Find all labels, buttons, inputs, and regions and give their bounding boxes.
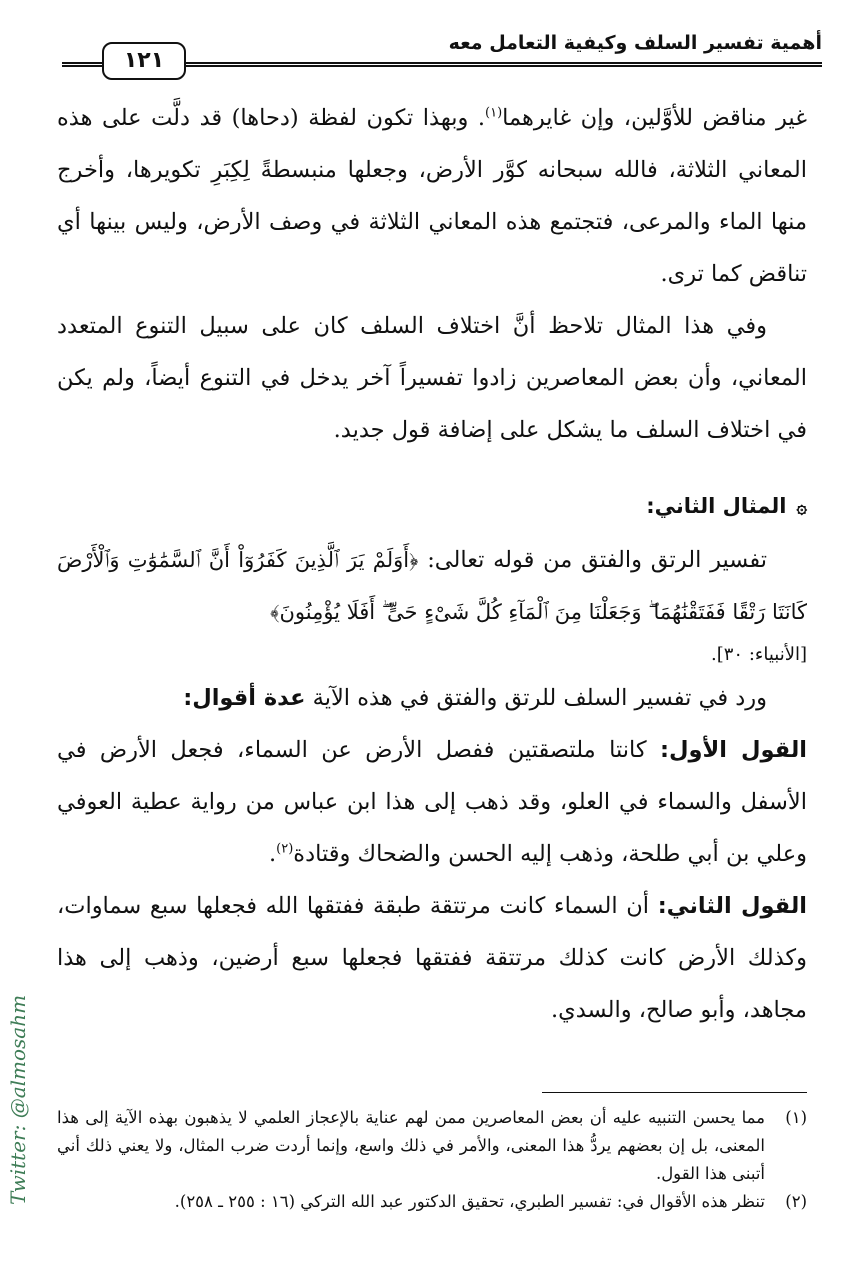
footnote-separator xyxy=(542,1092,807,1093)
quran-verse: ﴿أَوَلَمْ يَرَ ٱلَّذِينَ كَفَرُوٓاْ أَنَّ ٱلسَّمَٰوَٰتِ وَٱلْأَرْضَ كَانَتَا رَتْقًا فَفَتَقْنَٰهُمَا ۖ وَجَعَلْنَا مِنَ ٱلْمَآءِ كُلَّ شَىْءٍ حَىٍّ ۖ أَفَلَا يُؤْمِنُونَ﴾ xyxy=(57,548,807,624)
opinion-1 xyxy=(57,724,807,880)
paragraph-1 xyxy=(57,92,807,300)
p4-text: ورد في تفسير السلف للرتق والفتق في هذه الآية xyxy=(312,685,767,711)
footnote-2-text: تنظر هذه الأقوال في: تفسير الطبري، تحقيق الدكتور عبد الله التركي (١٦ : ٢٥٥ ـ ٢٥٨). xyxy=(174,1192,765,1211)
main-text xyxy=(57,92,807,1036)
running-title: أهمية تفسير السلف وكيفية التعامل معه xyxy=(448,32,822,54)
opinion-1-text: كانتا ملتصقتين ففصل الأرض عن السماء، فجعل الأرض في الأسفل والسماء في العلو، وقد ذهب إلى هذا ابن عباس من رواية عطية العوفي وعلي بن أبي طلحة، وذهب إليه الحسن والضحاك وقتادة xyxy=(57,737,807,867)
footnote-ref-2[interactable]: (٢) xyxy=(276,841,294,857)
p1b-text: . وبهذا تكون لفظة (دحاها) قد دلَّت على هذه المعاني الثلاثة، فالله سبحانه كوَّر الأرض، وجعلها منبسطةً لِكِبَرِ تكويرها، وأخرج منها الماء والمرعى، فتجتمع هذه المعاني الثلاثة في وصف الأرض، وليس بينها أي تناقض كما ترى. xyxy=(57,105,807,287)
heading-ornament-icon: ۞ xyxy=(796,497,807,518)
footnote-ref-1[interactable]: (١) xyxy=(485,105,503,121)
footnotes xyxy=(57,1104,807,1216)
page-number-text: ١٢١ xyxy=(123,48,165,73)
p3-text: تفسير الرتق والفتق من قوله تعالى: xyxy=(427,547,768,573)
page-header xyxy=(62,22,822,74)
footnote-1-number: (١) xyxy=(785,1108,807,1127)
footnote-2 xyxy=(57,1188,807,1216)
footnote-1 xyxy=(57,1104,807,1188)
opinion-2-text: أن السماء كانت مرتتقة طبقة ففتقها الله فجعلها سبع سماوات، وكذلك الأرض كانت كذلك مرتتقة ففتقها فجعلها سبع أرضين، وذهب إلى هذا مجاهد، وأبو صالح، والسدي. xyxy=(57,893,807,1023)
paragraph-2: وفي هذا المثال تلاحظ أنَّ اختلاف السلف كان على سبيل التنوع المتعدد المعاني، وأن بعض المعاصرين زادوا تفسيراً آخر يدخل في التنوع أيضاً، ولم يكن في اختلاف السلف ما يشكل على إضافة قول جديد. xyxy=(57,313,807,443)
verse-reference: [الأنبياء: ٣٠]. xyxy=(711,644,807,665)
p1-text: غير مناقض للأوَّلين، وإن غايرهما xyxy=(502,105,807,131)
paragraph-4 xyxy=(57,672,807,724)
page-number xyxy=(102,42,186,80)
opinion-2 xyxy=(57,880,807,1036)
footnote-1-text: مما يحسن التنبيه عليه أن بعض المعاصرين ممن لهم عناية بالإعجاز العلمي لا يذهبون بهذه الآية إلى هذا المعنى، بل إن بعضهم يردُّ هذا المعنى، والأمر في ذلك واسع، وإنما أردت ضرب المثال، ولا يعني ذلك أني أتبنى هذا القول. xyxy=(57,1108,765,1183)
footnote-2-number: (٢) xyxy=(785,1192,807,1211)
paragraph-3 xyxy=(57,534,807,638)
section-heading xyxy=(57,480,807,534)
p4-bold: عدة أقوال: xyxy=(183,685,306,711)
opinion-2-label: القول الثاني: xyxy=(657,893,807,919)
twitter-watermark: Twitter: @almosahm xyxy=(6,994,30,1205)
heading-text: المثال الثاني: xyxy=(646,494,787,518)
opinion-1-end: . xyxy=(269,841,277,867)
opinion-1-label: القول الأول: xyxy=(659,737,807,763)
